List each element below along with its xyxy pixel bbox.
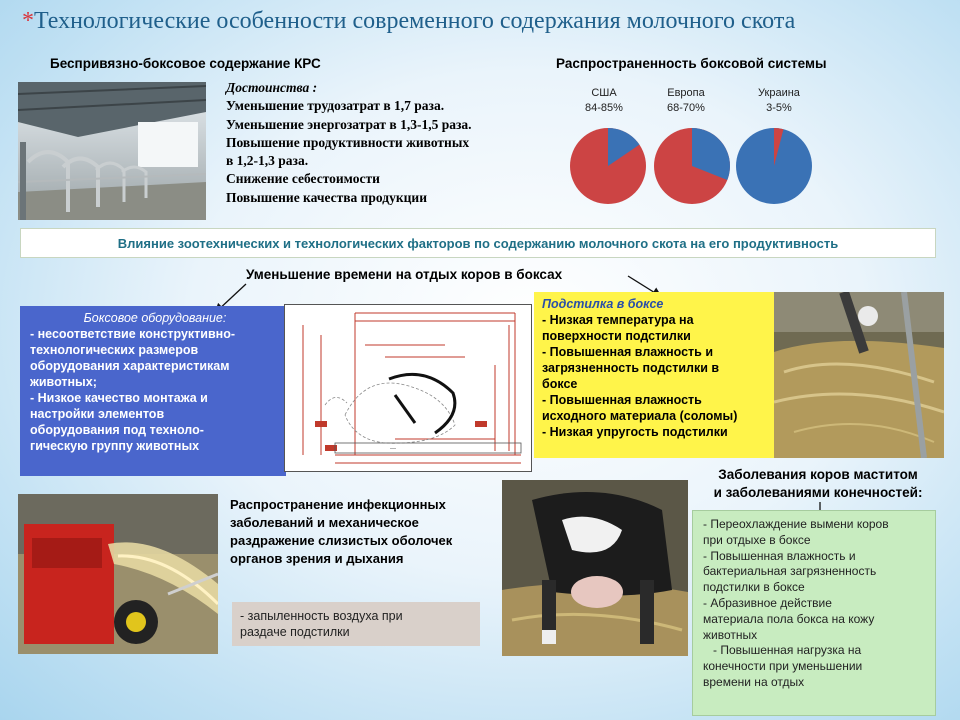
bedding-line: - Повышенная влажность и — [542, 345, 714, 359]
region-name: Европа — [667, 87, 705, 99]
mastitis-line: подстилки в боксе — [703, 580, 805, 595]
mastitis-line: бактериальная загрязненность — [703, 564, 877, 579]
influence-banner: Влияние зоотехнических и технологических факторов по содержанию молочного скота на его продуктивность — [20, 228, 936, 258]
box-equipment-line: животных; — [30, 375, 97, 389]
advantage-item: Повышение качества продукции — [226, 189, 427, 205]
cow-photo — [502, 480, 688, 656]
infection-line: органов зрения и дыхания — [230, 551, 404, 566]
mastitis-heading-line: Заболевания коров маститом — [718, 467, 918, 482]
advantage-item: Снижение себестоимости — [226, 171, 380, 187]
infection-text — [230, 496, 516, 568]
bedding-line: боксе — [542, 377, 578, 391]
box-equipment-panel — [20, 306, 286, 476]
bedding-line: - Низкая температура на — [542, 313, 694, 327]
region-range: 68-70% — [667, 102, 705, 114]
stall-drawing — [284, 304, 532, 472]
dust-cause-box — [232, 602, 480, 646]
box-equipment-line: - несоответствие конструктивно- — [30, 327, 236, 341]
straw-stall-photo — [774, 292, 944, 458]
mastitis-line: - Повышенная влажность и — [703, 548, 856, 563]
advantages-title: Достоинства : — [226, 80, 318, 95]
box-equipment-line: оборудования под техноло- — [30, 423, 204, 437]
dust-cause-line: - запыленность воздуха при — [240, 609, 403, 623]
mastitis-line: животных — [703, 627, 758, 642]
infection-line: заболеваний и механическое — [230, 515, 419, 530]
mastitis-line: при отдыхе в боксе — [703, 532, 811, 547]
rest-time-heading: Уменьшение времени на отдых коров в боксах — [246, 267, 563, 282]
infection-line: раздражение слизистых оболочек — [230, 533, 453, 548]
bedding-line: - Низкая упругость подстилки — [542, 425, 728, 439]
mastitis-causes-panel — [692, 510, 936, 716]
infection-line: Распространение инфекционных — [230, 497, 446, 512]
title-star: * — [22, 8, 34, 34]
freestall-heading: Беспривязно-боксовое содержание КРС — [50, 56, 321, 71]
mastitis-line: - Повышенная нагрузка на — [703, 643, 862, 658]
prevalence-heading: Распространенность боксовой системы — [556, 56, 827, 71]
advantage-item: Уменьшение трудозатрат в 1,7 раза. — [226, 98, 445, 114]
title-text: Технологические особенности современного содержания молочного скота — [34, 8, 796, 34]
box-equipment-line: гическую группу животных — [30, 439, 200, 453]
mastitis-line: - Абразивное действие — [703, 595, 832, 610]
mastitis-line: времени на отдых — [703, 674, 805, 689]
bedding-line: загрязненность подстилки в — [542, 361, 720, 375]
straw-blower-photo — [18, 494, 218, 654]
box-equipment-line: технологических размеров — [30, 343, 199, 357]
mastitis-line: конечности при уменьшении — [703, 659, 863, 674]
bedding-line: поверхности подстилки — [542, 329, 691, 343]
mastitis-line: - Переохлаждение вымени коров — [703, 517, 889, 531]
bedding-panel — [534, 292, 774, 458]
advantage-item: Повышение продуктивности животных — [226, 134, 470, 150]
region-range: 3-5% — [766, 102, 792, 114]
mastitis-heading-line: и заболеваниями конечностей: — [713, 485, 923, 500]
box-equipment-title: Боксовое оборудование: — [83, 311, 227, 325]
region-range: 84-85% — [585, 102, 623, 114]
box-equipment-line: оборудования характеристикам — [30, 359, 230, 373]
mastitis-heading — [690, 466, 946, 502]
box-equipment-line: - Низкое качество монтажа и — [30, 391, 208, 405]
svg-text:—: — — [390, 446, 396, 452]
bedding-line: - Повышенная влажность — [542, 393, 702, 407]
region-name: США — [591, 87, 617, 99]
bedding-line: исходного материала (соломы) — [542, 409, 738, 423]
mastitis-line: материала пола бокса на кожу — [703, 611, 875, 626]
region-name: Украина — [758, 87, 800, 99]
dust-cause-line: раздаче подстилки — [240, 625, 350, 639]
bedding-title: Подстилка в боксе — [542, 297, 664, 311]
box-equipment-line: настройки элементов — [30, 407, 165, 421]
advantage-item: Уменьшение энергозатрат в 1,3-1,5 раза. — [226, 116, 472, 132]
advantage-item: в 1,2-1,3 раза. — [226, 153, 309, 169]
